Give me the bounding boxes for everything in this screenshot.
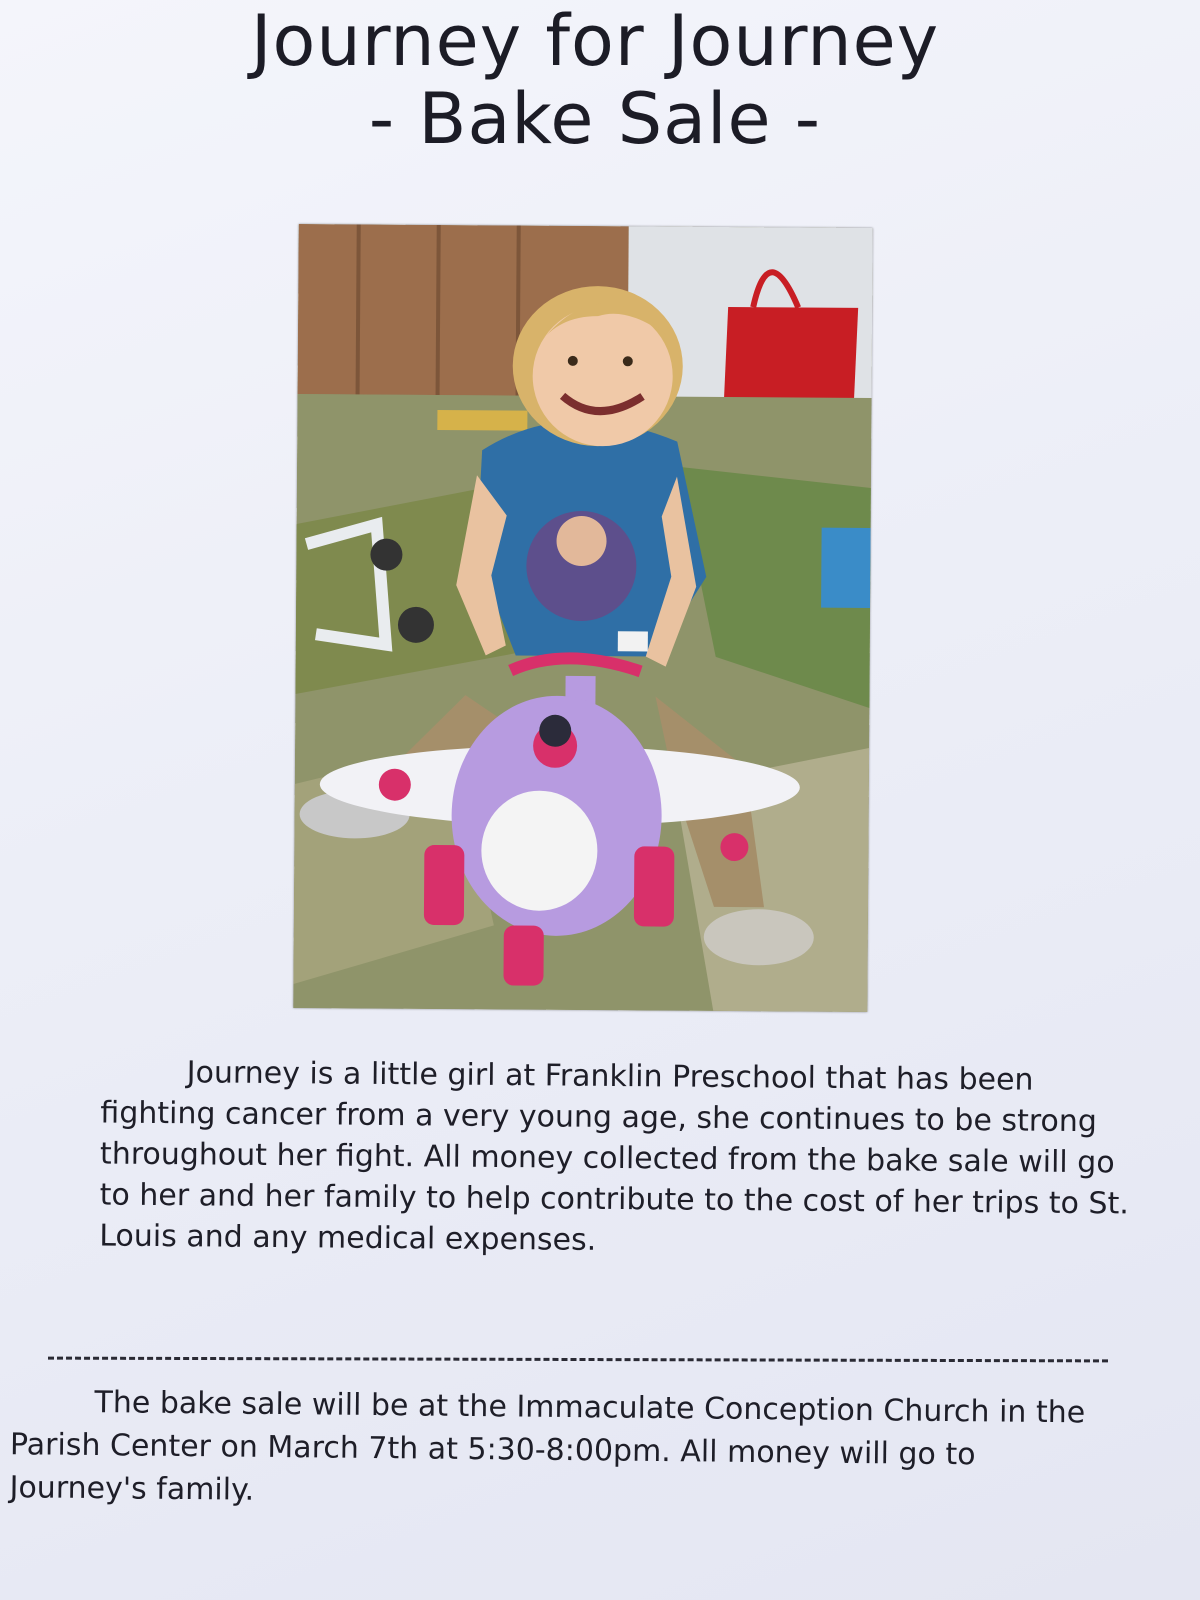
flyer-subtitle: - Bake Sale - <box>368 78 822 160</box>
child-photo <box>293 224 872 1012</box>
dashed-divider <box>48 1357 1108 1363</box>
photo-illustration <box>293 224 872 1012</box>
event-details-paragraph: The bake sale will be at the Immaculate Conception Church in the Parish Center on March 7th at 5:30-8:00pm. All money will go to Journey's family. <box>9 1385 1086 1508</box>
flyer-title: Journey for Journey <box>250 0 940 82</box>
description-paragraph: Journey is a little girl at Franklin Preschool that has been fighting cancer from a very young age, she continues to be strong throughout her fight. All money collected from the bake sale will go to her and her family to help contribute to the cost of her trips to St. Louis and any medical expenses. <box>99 1055 1129 1258</box>
